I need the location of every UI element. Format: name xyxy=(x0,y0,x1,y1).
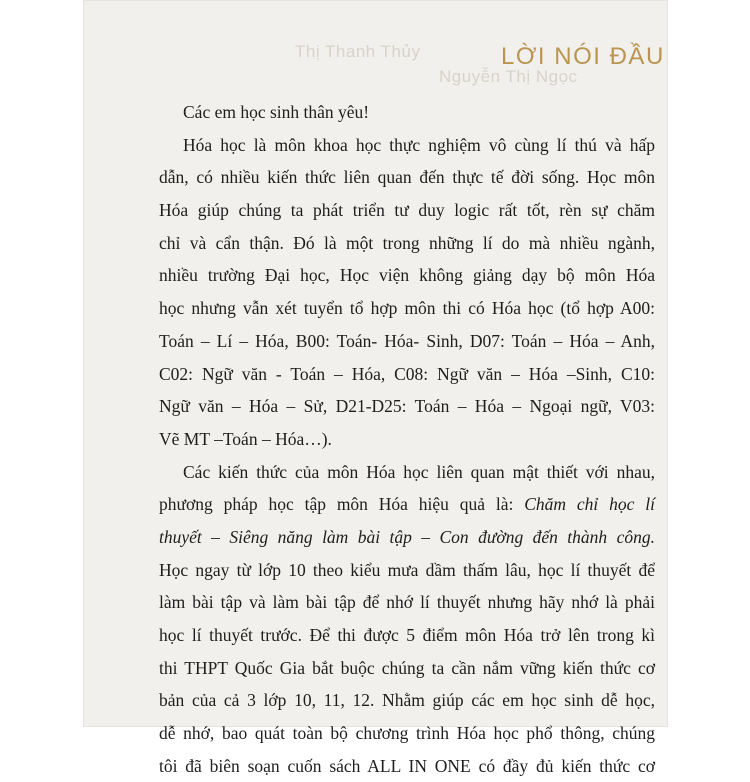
paragraph-2-line: Hóa giúp chúng ta phát triển tư duy logic rất tốt, rèn sự chăm xyxy=(159,200,655,221)
bleed-through-text-2: Nguyễn Thị Ngọc xyxy=(439,67,578,86)
paragraph-2-line: Vẽ MT –Toán – Hóa…). xyxy=(159,428,332,449)
paragraph-3-line: bản của cả 3 lớp 10, 11, 12. Nhằm giúp các em học sinh dễ học, xyxy=(159,690,655,711)
paragraph-3-line: Các kiến thức của môn Hóa học liên quan mật thiết với nhau, xyxy=(183,461,655,482)
paragraph-3-text: phương pháp học tập môn Hóa hiệu quả là: xyxy=(159,494,525,515)
book-page xyxy=(83,0,668,776)
paragraph-3-line: dễ nhớ, bao quát toàn bộ chương trình Hóa học phổ thông, chúng xyxy=(159,723,655,744)
page-heading: LỜI NÓI ĐẦU xyxy=(501,43,665,70)
paragraph-3-line xyxy=(159,488,655,521)
bleed-through-text-1: Thị Thanh Thủy xyxy=(295,42,421,61)
italic-motto: thuyết – Siêng năng làm bài tập – Con đường đến thành công. xyxy=(159,526,655,547)
paragraph-3-line: học lí thuyết trước. Để thi được 5 điểm môn Hóa trở lên trong kì xyxy=(159,625,655,645)
paragraph-2-line: C02: Ngữ văn - Toán – Hóa, C08: Ngữ văn – Hóa –Sinh, C10: xyxy=(159,363,655,384)
paragraph-2-line: nhiều trường Đại học, Học viện không giảng dạy bộ môn Hóa xyxy=(159,265,655,286)
paragraph-2-line: Ngữ văn – Hóa – Sử, D21-D25: Toán – Hóa – Ngoại ngữ, V03: xyxy=(159,396,655,417)
paragraph-3-line: làm bài tập và làm bài tập để nhớ lí thuyết nhưng hãy nhớ là phải xyxy=(159,592,655,613)
paragraph-2-line: chỉ và cẩn thận. Đó là một trong những lí do mà nhiều ngành, xyxy=(159,232,655,253)
greeting-line: Các em học sinh thân yêu! xyxy=(183,102,370,122)
paragraph-3-line xyxy=(159,521,655,554)
paragraph-2-line: Toán – Lí – Hóa, B00: Toán- Hóa- Sinh, D07: Toán – Hóa – Anh, xyxy=(159,330,655,351)
paragraph-3-line: Học ngay từ lớp 10 theo kiểu mưa dầm thấm lâu, học lí thuyết để xyxy=(159,559,655,580)
paragraph-3-line: tôi đã biên soạn cuốn sách ALL IN ONE có đầy đủ kiến thức cơ xyxy=(159,755,655,776)
body-text xyxy=(159,96,655,782)
paragraph-3-line: thi THPT Quốc Gia bắt buộc chúng ta cần nắm vững kiến thức cơ xyxy=(159,657,655,678)
paragraph-2-line: Hóa học là môn khoa học thực nghiệm vô cùng lí thú và hấp xyxy=(183,134,655,155)
italic-motto: Chăm chỉ học lí xyxy=(524,494,655,515)
paragraph-2-line: học nhưng vẫn xét tuyển tổ hợp môn thi có Hóa học (tổ hợp A00: xyxy=(159,298,655,319)
paragraph-2-line: dẫn, có nhiều kiến thức liên quan đến thực tế đời sống. Học môn xyxy=(159,167,655,188)
